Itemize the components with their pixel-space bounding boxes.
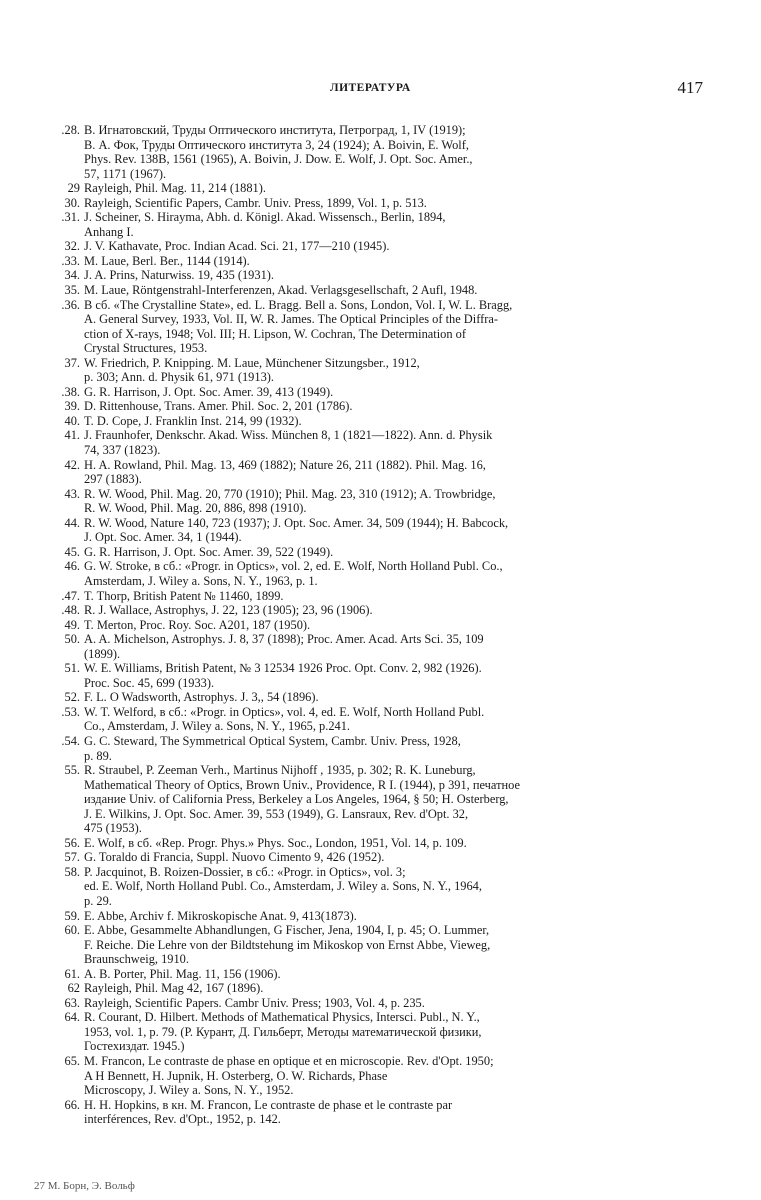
reference-text: H. H. Hopkins, в кн. M. Francon, Le contraste de phase et le contraste par interférences, Rev. d'Opt., 1952, p. 142. <box>84 1097 453 1127</box>
reference-item <box>30 254 702 269</box>
reference-item <box>30 618 702 633</box>
reference-item <box>30 123 702 181</box>
reference-item <box>30 981 702 996</box>
reference-number: 58. <box>64 864 80 879</box>
reference-text: E. Abbe, Gesammelte Abhandlungen, G Fischer, Jena, 1904, I, p. 45; O. Lummer, F. Reiche. Die Lehre von der Bildtstehung im Mikoskop von Ernst Abbe, Vieweg, Braunschweig, 1910. <box>84 923 491 967</box>
running-title: ЛИТЕРАТУРА <box>330 82 411 94</box>
reference-text: В сб. «The Crystalline State», ed. L. Bragg. Bell a. Sons, London, Vol. I, W. L. Bragg, A. General Survey, 1933, Vol. II, W. R. James. The Optical Principles of the Diffra- ction of X-rays, 1948; Vol. III; H. Lipson, W. Cochran, The Determination of Crystal Structures, 1953. <box>84 297 513 356</box>
reference-number: 35. <box>64 283 80 298</box>
reference-item <box>30 428 702 457</box>
reference-number: 62 <box>67 981 80 996</box>
reference-text: J. Scheiner, S. Hirayma, Abh. d. Königl. Akad. Wissensch., Berlin, 1894, Anhang I. <box>84 210 446 239</box>
reference-text: H. A. Rowland, Phil. Mag. 13, 469 (1882); Nature 26, 211 (1882). Phil. Mag. 16, 297 (1883). <box>84 457 486 487</box>
reference-item <box>30 210 702 239</box>
reference-text: A. A. Michelson, Astrophys. J. 8, 37 (1898); Proc. Amer. Acad. Arts Sci. 35, 109 (1899). <box>84 632 484 661</box>
reference-number: .48. <box>61 603 80 618</box>
reference-number: 39. <box>64 399 80 414</box>
reference-number: 55. <box>64 763 80 778</box>
reference-text: Rayleigh, Scientific Papers. Cambr Univ. Press; 1903, Vol. 4, p. 235. <box>84 995 425 1010</box>
reference-item <box>30 196 702 211</box>
reference-number: 43. <box>64 486 80 501</box>
reference-text: W. E. Williams, British Patent, № 3 12534 1926 Proc. Opt. Conv. 2, 982 (1926). Proc. Soc. 45, 699 (1933). <box>84 661 482 690</box>
reference-text: A. B. Porter, Phil. Mag. 11, 156 (1906). <box>84 966 281 981</box>
reference-number: .54. <box>61 733 80 748</box>
reference-text: W. T. Welford, в сб.: «Progr. in Optics», vol. 4, ed. E. Wolf, North Holland Publ. Co., Amsterdam, J. Wiley a. Sons, N. Y., 1965, p.241. <box>84 704 485 734</box>
reference-item <box>30 516 702 545</box>
reference-number: 51. <box>64 661 80 676</box>
reference-number: .38. <box>61 384 80 399</box>
reference-text: R. W. Wood, Nature 140, 723 (1937); J. Opt. Soc. Amer. 34, 509 (1944); H. Babcock, J. Opt. Soc. Amer. 34, 1 (1944). <box>84 515 509 545</box>
reference-text: J. Fraunhofer, Denkschr. Akad. Wiss. München 8, 1 (1821—1822). Ann. d. Physik 74, 337 (1823). <box>84 428 493 458</box>
reference-text: Rayleigh, Phil. Mag 42, 167 (1896). <box>84 981 264 996</box>
reference-item <box>30 559 702 588</box>
reference-item <box>30 632 702 661</box>
reference-number: 42. <box>64 457 80 472</box>
reference-text: T. Merton, Proc. Roy. Soc. A201, 187 (1950). <box>84 617 311 632</box>
reference-item <box>30 414 702 429</box>
reference-item <box>30 865 702 909</box>
reference-number: 40. <box>64 413 80 428</box>
reference-text: E. Abbe, Archiv f. Mikroskopische Anat. 9, 413(1873). <box>84 908 357 923</box>
reference-number: 44. <box>64 515 80 530</box>
reference-item <box>30 763 702 836</box>
reference-text: M. Francon, Le contraste de phase en optique et en microscopie. Rev. d'Opt. 1950; A H Bennett, H. Jupnik, H. Osterberg, O. W. Richards, Phase Microscopy, J. Wiley a. Sons, N. Y., 1952. <box>84 1054 494 1098</box>
reference-item <box>30 589 702 604</box>
reference-number: .28. <box>61 123 80 137</box>
reference-text: R. W. Wood, Phil. Mag. 20, 770 (1910); Phil. Mag. 23, 310 (1912); A. Trowbridge, R. W. Wood, Phil. Mag. 20, 886, 898 (1910). <box>84 486 496 516</box>
reference-text: G. R. Harrison, J. Opt. Soc. Amer. 39, 413 (1949). <box>84 384 334 399</box>
reference-item <box>30 356 702 385</box>
reference-number: 32. <box>64 239 80 254</box>
page-header <box>0 78 761 102</box>
reference-item <box>30 268 702 283</box>
reference-number: 61. <box>64 966 80 981</box>
reference-text: R. J. Wallace, Astrophys, J. 22, 123 (1905); 23, 96 (1906). <box>84 603 373 618</box>
reference-item <box>30 283 702 298</box>
reference-item <box>30 399 702 414</box>
reference-item <box>30 1098 702 1127</box>
reference-text: T. Thorp, British Patent № 11460, 1899. <box>84 588 284 603</box>
reference-item <box>30 996 702 1011</box>
reference-number: .47. <box>61 588 80 603</box>
reference-item <box>30 545 702 560</box>
reference-text: G. Toraldo di Francia, Suppl. Nuovo Cimento 9, 426 (1952). <box>84 850 385 865</box>
reference-number: 63. <box>64 995 80 1010</box>
reference-item <box>30 298 702 356</box>
reference-number: 57. <box>64 850 80 865</box>
reference-text: D. Rittenhouse, Trans. Amer. Phil. Soc. 2, 201 (1786). <box>84 399 353 414</box>
reference-number: 49. <box>64 617 80 632</box>
reference-item <box>30 385 702 400</box>
reference-number: 45. <box>64 544 80 559</box>
reference-text: F. L. O Wadsworth, Astrophys. J. 3,, 54 (1896). <box>84 690 319 705</box>
reference-number: 56. <box>64 835 80 850</box>
reference-text: В. Игнатовский, Труды Оптического института, Петроград, 1, IV (1919); В. А. Фок, Труды Оптического института 3, 24 (1924); A. Boivin, E. Wolf, Phys. Rev. 138B, 1561 (1965), A. Boivin, J. Dow. E. Wolf, J. Opt. Soc. Amer., 57, 1171 (1967). <box>84 123 473 181</box>
reference-item <box>30 458 702 487</box>
reference-item <box>30 661 702 690</box>
reference-number: 59. <box>64 908 80 923</box>
reference-number: 50. <box>64 632 80 647</box>
reference-text: G. W. Stroke, в сб.: «Progr. in Optics», vol. 2, ed. E. Wolf, North Holland Publ. Co., Amsterdam, J. Wiley a. Sons, N. Y., 1963, p. 1. <box>84 559 503 588</box>
reference-text: J. V. Kathavate, Proc. Indian Acad. Sci. 21, 177—210 (1945). <box>84 239 390 254</box>
reference-number: 34. <box>64 268 80 283</box>
reference-item <box>30 1010 702 1054</box>
reference-item <box>30 836 702 851</box>
reference-text: R. Straubel, P. Zeeman Verh., Martinus Nijhoff , 1935, p. 302; R. K. Luneburg, Mathematical Theory of Optics, Brown Univ., Providence, R I. (1944), p 391, печатное издание Univ. of California Press, Berkeley a Los Angeles, 1964, § 50; H. Osterberg, J. E. Wilkins, J. Opt. Soc. Amer. 39, 553 (1949), G. Lansraux, Rev. d'Opt. 32, 475 (1953). <box>84 763 520 836</box>
reference-item <box>30 239 702 254</box>
reference-number: 41. <box>64 428 80 443</box>
reference-item <box>30 690 702 705</box>
reference-number: 65. <box>64 1054 80 1068</box>
footer-signature: 27 М. Борн, Э. Вольф <box>34 1180 135 1192</box>
reference-item <box>30 487 702 516</box>
reference-text: Rayleigh, Scientific Papers, Cambr. Univ. Press, 1899, Vol. 1, p. 513. <box>84 195 427 210</box>
reference-number: 37. <box>64 355 80 370</box>
reference-text: J. A. Prins, Naturwiss. 19, 435 (1931). <box>84 268 274 283</box>
reference-item <box>30 967 702 982</box>
reference-text: G. R. Harrison, J. Opt. Soc. Amer. 39, 522 (1949). <box>84 544 334 559</box>
reference-text: Rayleigh, Phil. Mag. 11, 214 (1881). <box>84 181 266 196</box>
reference-text: R. Courant, D. Hilbert. Methods of Mathematical Physics, Intersci. Publ., N. Y., 1953, vol. 1, p. 79. (Р. Курант, Д. Гильберт, Методы математической физики, Гостехиздат. 1945.) <box>84 1010 482 1054</box>
reference-number: .53. <box>61 704 80 719</box>
reference-number: .36. <box>61 297 80 312</box>
reference-item <box>30 181 702 196</box>
reference-item <box>30 734 702 763</box>
reference-text: G. C. Steward, The Symmetrical Optical System, Cambr. Univ. Press, 1928, p. 89. <box>84 733 461 763</box>
reference-number: 60. <box>64 923 80 938</box>
page-number: 417 <box>677 78 703 97</box>
reference-text: P. Jacquinot, B. Roizen-Dossier, в сб.: «Progr. in Optics», vol. 3; ed. E. Wolf, North Holland Publ. Co., Amsterdam, J. Wiley a. Sons, N. Y., 1964, p. 29. <box>84 864 482 908</box>
reference-item <box>30 923 702 967</box>
reference-number: 29 <box>67 181 80 196</box>
reference-item <box>30 850 702 865</box>
reference-number: 30. <box>64 195 80 210</box>
reference-number: 46. <box>64 559 80 574</box>
reference-text: M. Laue, Berl. Ber., 1144 (1914). <box>84 253 250 268</box>
reference-number: .33. <box>61 253 80 268</box>
reference-number: .31. <box>61 210 80 225</box>
reference-number: 52. <box>64 690 80 705</box>
reference-number: 64. <box>64 1010 80 1025</box>
reference-item <box>30 705 702 734</box>
reference-item <box>30 603 702 618</box>
reference-number: 66. <box>64 1097 80 1112</box>
reference-text: T. D. Cope, J. Franklin Inst. 214, 99 (1932). <box>84 413 302 428</box>
reference-text: E. Wolf, в сб. «Rep. Progr. Phys.» Phys. Soc., London, 1951, Vol. 14, p. 109. <box>84 835 467 850</box>
reference-text: M. Laue, Röntgenstrahl-Interferenzen, Akad. Verlagsgesellschaft, 2 Aufl, 1948. <box>84 283 478 298</box>
reference-item <box>30 909 702 924</box>
reference-text: W. Friedrich, P. Knipping. M. Laue, Münchener Sitzungsber., 1912, p. 303; Ann. d. Physik 61, 971 (1913). <box>84 355 420 385</box>
reference-item <box>30 1054 702 1098</box>
reference-list <box>30 123 702 1127</box>
